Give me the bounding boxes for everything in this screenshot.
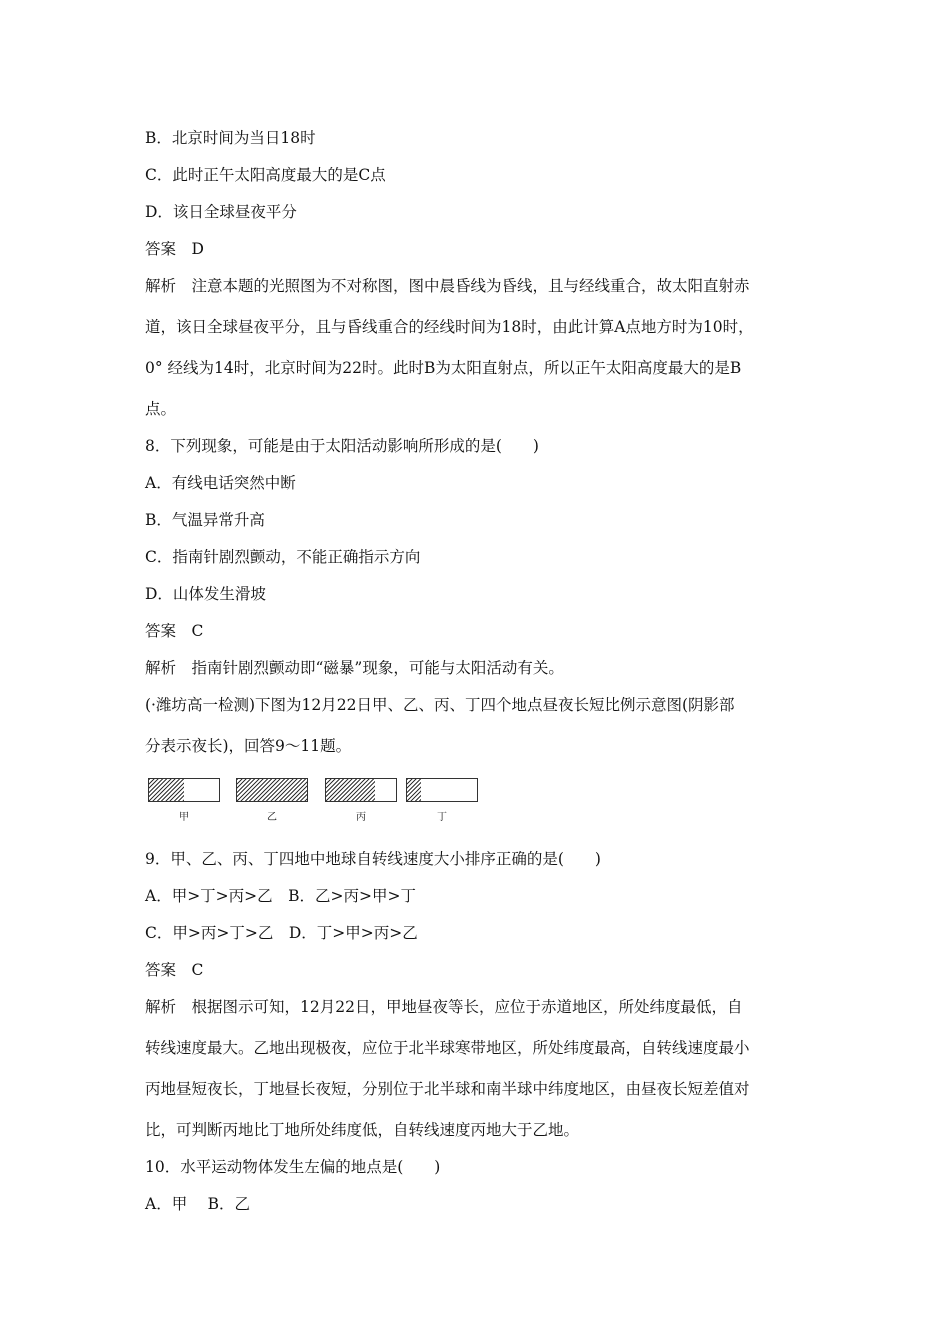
text-line: C．此时正午太阳高度最大的是C点 <box>145 166 386 184</box>
ratio-box-3 <box>325 778 397 822</box>
box-label: 甲 <box>179 812 189 823</box>
text-line: D．该日全球昼夜平分 <box>145 203 297 221</box>
text-line: 解析 指南针剧烈颤动即“磁暴”现象，可能与太阳活动有关。 <box>145 659 564 677</box>
text-line: B．北京时间为当日18时 <box>145 129 316 147</box>
text-line: 点。 <box>145 400 177 418</box>
ratio-bar <box>148 778 220 802</box>
text-line: 0° 经线为14时，北京时间为22时。此时B为太阳直射点，所以正午太阳高度最大的是B <box>145 359 742 377</box>
text-line: A．甲>丁>丙>乙 B．乙>丙>甲>丁 <box>145 887 417 905</box>
text-line: 9．甲、乙、丙、丁四地中地球自转线速度大小排序正确的是( ) <box>145 850 601 868</box>
text-line: 转线速度最大。乙地出现极夜，应位于北半球寒带地区，所处纬度最高，自转线速度最小 <box>145 1039 750 1057</box>
text-line: 答案 D <box>145 240 204 258</box>
text-line: 8．下列现象，可能是由于太阳活动影响所形成的是( ) <box>145 437 539 455</box>
text-line: 道，该日全球昼夜平分，且与昏线重合的经线时间为18时，由此计算A点地方时为10时， <box>145 318 754 336</box>
ratio-box-2 <box>236 778 308 822</box>
day-night-ratio-diagram <box>148 778 488 828</box>
night-shade <box>237 779 307 801</box>
text-line: 10．水平运动物体发生左偏的地点是( ) <box>145 1158 441 1176</box>
text-line: 答案 C <box>145 622 204 640</box>
ratio-bar <box>325 778 397 802</box>
ratio-box-4 <box>406 778 478 822</box>
text-line: A．有线电话突然中断 <box>145 474 296 492</box>
ratio-box-1 <box>148 778 220 822</box>
text-line: 答案 C <box>145 961 204 979</box>
night-shade <box>407 779 421 801</box>
text-line: 解析 根据图示可知，12月22日，甲地昼夜等长，应位于赤道地区，所处纬度最低，自 <box>145 998 743 1016</box>
text-line: B．气温异常升高 <box>145 511 265 529</box>
night-shade <box>326 779 375 801</box>
text-line: A．甲 B．乙 <box>145 1195 251 1213</box>
text-line: (·潍坊高一检测)下图为12月22日甲、乙、丙、丁四个地点昼夜长短比例示意图(阴影部 <box>145 696 735 714</box>
night-shade <box>149 779 184 801</box>
box-label: 丁 <box>437 812 447 823</box>
box-label: 丙 <box>356 812 366 823</box>
box-label: 乙 <box>267 812 277 823</box>
text-line: 分表示夜长)，回答9～11题。 <box>145 737 352 755</box>
text-line: D．山体发生滑坡 <box>145 585 266 603</box>
text-line: 比，可判断丙地比丁地所处纬度低，自转线速度丙地大于乙地。 <box>145 1121 580 1139</box>
text-line: C．指南针剧烈颤动，不能正确指示方向 <box>145 548 421 566</box>
text-line: 丙地昼短夜长，丁地昼长夜短，分别位于北半球和南半球中纬度地区，由昼夜长短差值对 <box>145 1080 750 1098</box>
ratio-bar <box>236 778 308 802</box>
text-line: C．甲>丙>丁>乙 D．丁>甲>丙>乙 <box>145 924 418 942</box>
text-line: 解析 注意本题的光照图为不对称图，图中晨昏线为昏线，且与经线重合，故太阳直射赤 <box>145 277 750 295</box>
ratio-bar <box>406 778 478 802</box>
